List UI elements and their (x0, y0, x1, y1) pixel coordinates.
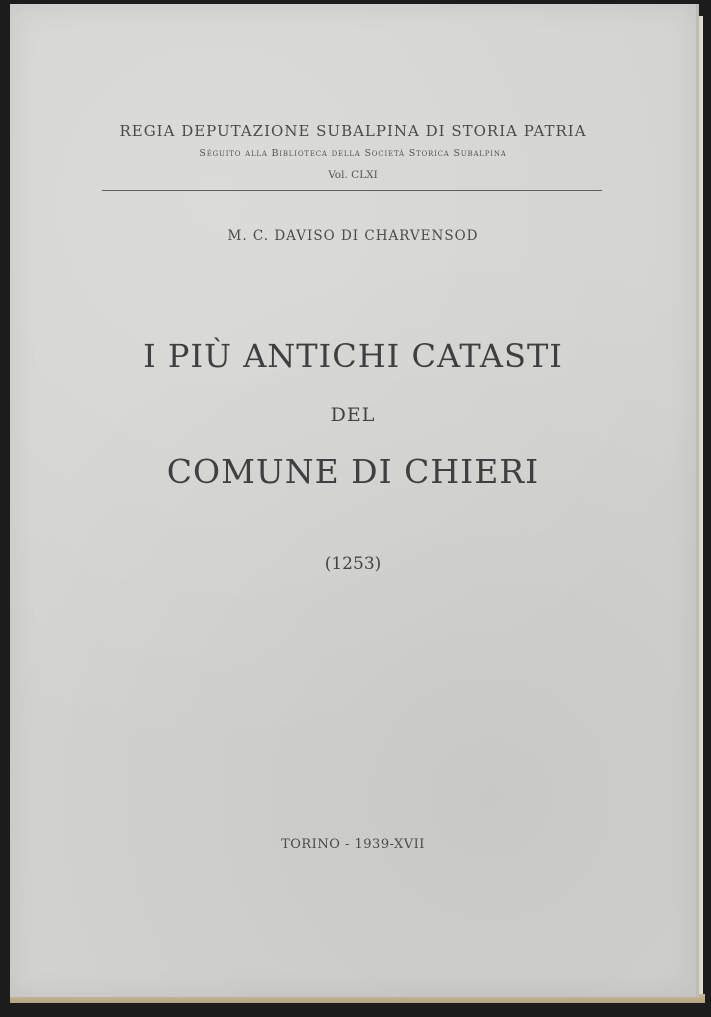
publication-imprint: TORINO - 1939-XVII (281, 837, 425, 852)
title-line-2: DEL (330, 404, 376, 426)
volume-number: Vol. CLXI (328, 169, 378, 181)
society-name: REGIA DEPUTAZIONE SUBALPINA DI STORIA PATRIA (119, 122, 587, 140)
cover-sheet (10, 4, 699, 997)
title-year: (1253) (324, 554, 382, 574)
author-name: M. C. DAVISO DI CHARVENSOD (227, 228, 479, 244)
series-note: Séguito alla Biblioteca della Società Storica Subalpina (199, 148, 507, 159)
header-divider (102, 190, 602, 191)
title-line-3: COMUNE DI CHIERI (166, 452, 540, 491)
title-line-1: I PIÙ ANTICHI CATASTI (143, 337, 563, 375)
